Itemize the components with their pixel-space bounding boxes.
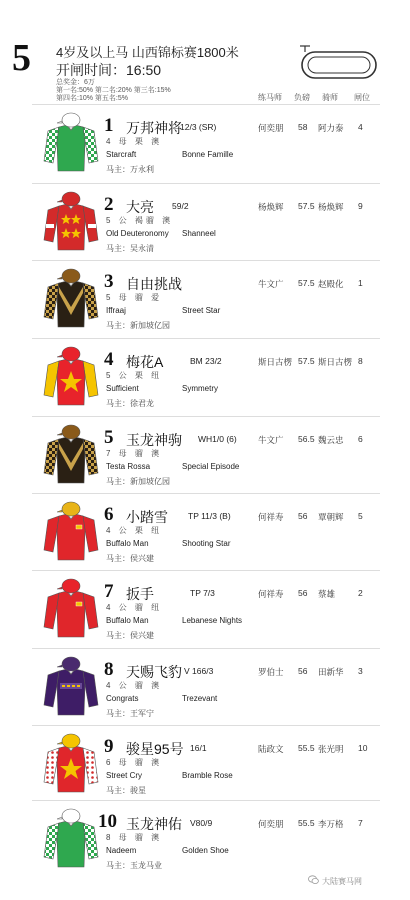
rating-odds: V80/9 xyxy=(190,818,213,828)
saddle-number: 4 xyxy=(104,349,114,370)
age-sex-color: 6 母 骝 澳 xyxy=(106,758,163,767)
owner-name: 马主：万永利 xyxy=(106,165,154,174)
jockey-name: 田新华 xyxy=(318,667,344,677)
sire-name: Old Deuteronomy xyxy=(106,229,169,238)
horse-entry xyxy=(32,725,380,800)
jockey-name: 赵殿化 xyxy=(318,279,344,289)
age-sex-color: 4 母 栗 澳 xyxy=(106,137,163,146)
horse-name: 梅花A xyxy=(126,354,164,370)
trainer-name: 何奕朋 xyxy=(258,123,284,133)
barrier-draw: 4 xyxy=(358,122,363,132)
barrier-draw: 5 xyxy=(358,511,363,521)
carried-weight: 56 xyxy=(298,666,308,676)
rating-odds: V 166/3 xyxy=(184,666,214,676)
jockey-name: 李万格 xyxy=(318,819,344,829)
carried-weight: 57.5 xyxy=(298,278,315,288)
jockey-silks-icon xyxy=(40,730,102,796)
owner-name: 马主：徐君龙 xyxy=(106,399,154,408)
jockey-silks-icon xyxy=(40,653,102,719)
owner-name: 马主：侯兴建 xyxy=(106,631,154,640)
dam-name: Special Episode xyxy=(182,462,240,471)
dam-name: Trezevant xyxy=(182,694,218,703)
trainer-name: 杨焕辉 xyxy=(258,202,284,212)
dam-name: Street Star xyxy=(182,306,221,315)
rating-odds: TP 11/3 (B) xyxy=(188,511,231,521)
jockey-silks-icon xyxy=(40,805,102,871)
trainer-name: 何奕朋 xyxy=(258,819,284,829)
jockey-name: 斯日古楞 xyxy=(318,357,353,367)
track-diagram-icon xyxy=(296,44,382,84)
horse-entry xyxy=(32,493,380,568)
jockey-name: 阿力泰 xyxy=(318,123,344,133)
horse-entry xyxy=(32,570,380,645)
watermark: 大陆赛马网 xyxy=(322,877,362,886)
saddle-number: 7 xyxy=(104,581,114,602)
saddle-number: 8 xyxy=(104,659,114,680)
saddle-number: 1 xyxy=(104,115,114,136)
dam-name: Shanneel xyxy=(182,229,216,238)
age-sex-color: 4 公 骝 纽 xyxy=(106,603,163,612)
barrier-draw: 2 xyxy=(358,588,363,598)
barrier-draw: 9 xyxy=(358,201,363,211)
age-sex-color: 5 公 栗 纽 xyxy=(106,371,163,380)
sire-name: Congrats xyxy=(106,694,139,703)
trainer-name: 陆政文 xyxy=(258,744,284,754)
col-jockey: 骑师 xyxy=(322,93,338,102)
trainer-name: 牛文广 xyxy=(258,279,284,289)
sire-name: Testa Rossa xyxy=(106,462,151,471)
age-sex-color: 4 公 栗 纽 xyxy=(106,526,163,535)
horse-entry xyxy=(32,338,380,413)
saddle-number: 2 xyxy=(104,194,114,215)
barrier-draw: 6 xyxy=(358,434,363,444)
horse-name: 自由挑战 xyxy=(126,276,182,292)
owner-name: 马主：新加坡亿园 xyxy=(106,477,170,486)
owner-name: 马主：王军宁 xyxy=(106,709,154,718)
jockey-silks-icon xyxy=(40,188,102,254)
horse-entry xyxy=(32,648,380,723)
dam-name: Lebanese Nights xyxy=(182,616,243,625)
saddle-number: 6 xyxy=(104,504,114,525)
barrier-draw: 1 xyxy=(358,278,363,288)
rating-odds: WH1/0 (6) xyxy=(198,434,237,444)
wechat-icon xyxy=(308,875,319,885)
horse-name: 玉龙神佑 xyxy=(126,816,182,832)
sire-name: Street Cry xyxy=(106,771,143,780)
jockey-name: 覃朝辉 xyxy=(318,512,344,522)
saddle-number: 9 xyxy=(104,736,114,757)
age-sex-color: 5 公 褐骝 澳 xyxy=(106,216,174,225)
carried-weight: 56.5 xyxy=(298,434,315,444)
sire-name: Starcraft xyxy=(106,150,137,159)
barrier-draw: 8 xyxy=(358,356,363,366)
carried-weight: 55.5 xyxy=(298,743,315,753)
jockey-silks-icon xyxy=(40,498,102,564)
carried-weight: 56 xyxy=(298,588,308,598)
carried-weight: 58 xyxy=(298,122,308,132)
sire-name: Iffraaj xyxy=(106,306,126,315)
barrier-draw: 10 xyxy=(358,743,368,753)
horse-entry xyxy=(32,260,380,335)
race-start-time: 开闸时间：16:50 xyxy=(56,62,162,78)
sire-name: Sufficient xyxy=(106,384,139,393)
race-header xyxy=(0,0,410,100)
saddle-number: 3 xyxy=(104,271,114,292)
prize-total: 总奖金：6万 xyxy=(56,79,95,86)
race-number: 5 xyxy=(12,37,31,79)
trainer-name: 牛文广 xyxy=(258,435,284,445)
rating-odds: TP 7/3 xyxy=(190,588,215,598)
owner-name: 马主：侯兴建 xyxy=(106,554,154,563)
carried-weight: 57.5 xyxy=(298,201,315,211)
age-sex-color: 5 母 骝 爱 xyxy=(106,293,163,302)
horse-name: 万邦神将 xyxy=(126,120,182,136)
rating-odds: 12/3 (SR) xyxy=(180,122,217,132)
sire-name: Buffalo Man xyxy=(106,539,149,548)
saddle-number: 5 xyxy=(104,427,114,448)
horse-name: 大亮 xyxy=(126,199,154,215)
jockey-name: 杨焕辉 xyxy=(318,202,344,212)
jockey-silks-icon xyxy=(40,421,102,487)
age-sex-color: 7 母 骝 澳 xyxy=(106,449,163,458)
horse-entry xyxy=(32,416,380,491)
horse-entry xyxy=(32,183,380,258)
owner-name: 马主：骏星 xyxy=(106,786,146,795)
jockey-silks-icon xyxy=(40,343,102,409)
saddle-number: 10 xyxy=(98,811,117,832)
carried-weight: 55.5 xyxy=(298,818,315,828)
horse-name: 天赐飞豹 xyxy=(126,664,182,680)
age-sex-color: 4 公 骝 澳 xyxy=(106,681,163,690)
sire-name: Buffalo Man xyxy=(106,616,149,625)
col-draw: 闸位 xyxy=(354,93,370,102)
trainer-name: 何祥寿 xyxy=(258,589,284,599)
jockey-name: 魏云忠 xyxy=(318,435,344,445)
trainer-name: 何祥寿 xyxy=(258,512,284,522)
trainer-name: 斯日古楞 xyxy=(258,357,293,367)
dam-name: Shooting Star xyxy=(182,539,231,548)
age-sex-color: 8 母 骝 澳 xyxy=(106,833,163,842)
jockey-silks-icon xyxy=(40,575,102,641)
trainer-name: 罗伯士 xyxy=(258,667,284,677)
barrier-draw: 3 xyxy=(358,666,363,676)
carried-weight: 57.5 xyxy=(298,356,315,366)
dam-name: Golden Shoe xyxy=(182,846,229,855)
owner-name: 马主：玉龙马业 xyxy=(106,861,162,870)
dam-name: Symmetry xyxy=(182,384,218,393)
col-weight: 负磅 xyxy=(294,93,310,102)
horse-name: 小踏雪 xyxy=(126,509,168,525)
rating-odds: 16/1 xyxy=(190,743,207,753)
prize-split-1: 第一名:50% 第二名:20% 第三名:15% xyxy=(56,87,171,94)
rating-odds: BM 23/2 xyxy=(190,356,222,366)
rating-odds: 59/2 xyxy=(172,201,189,211)
horse-entry xyxy=(32,800,380,875)
horse-name: 玉龙神驹 xyxy=(126,432,182,448)
dam-name: Bramble Rose xyxy=(182,771,233,780)
horse-name: 骏星95号 xyxy=(126,741,184,757)
owner-name: 马主：新加坡亿园 xyxy=(106,321,170,330)
prize-split-2: 第四名:10% 第五名:5% xyxy=(56,95,128,102)
horse-entry xyxy=(32,104,380,179)
dam-name: Bonne Famille xyxy=(182,150,234,159)
horse-name: 扳手 xyxy=(126,586,154,602)
carried-weight: 56 xyxy=(298,511,308,521)
col-trainer: 练马师 xyxy=(258,93,282,102)
jockey-name: 蔡雄 xyxy=(318,589,336,599)
sire-name: Nadeem xyxy=(106,846,137,855)
owner-name: 马主：吴永清 xyxy=(106,244,154,253)
barrier-draw: 7 xyxy=(358,818,363,828)
jockey-silks-icon xyxy=(40,109,102,175)
jockey-silks-icon xyxy=(40,265,102,331)
jockey-name: 张光明 xyxy=(318,744,344,754)
race-title: 4岁及以上马 山西锦标赛1800米 xyxy=(56,45,239,60)
